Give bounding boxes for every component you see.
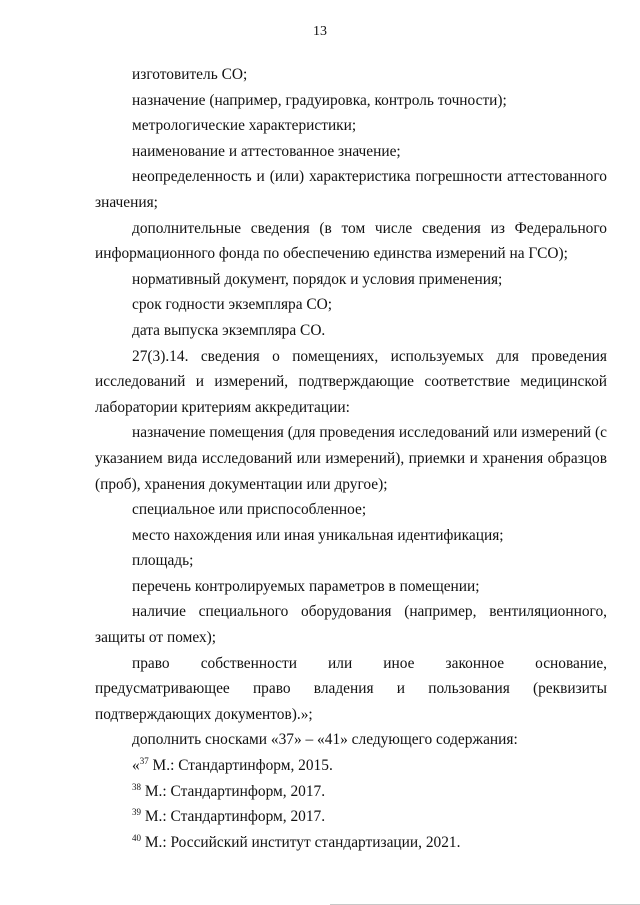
footnote-number: 40 bbox=[132, 832, 141, 843]
paragraph: место нахождения или иная уникальная идентификация; bbox=[132, 526, 504, 544]
footnote-number: 39 bbox=[132, 807, 141, 818]
paragraph: 27(3).14. сведения о помещениях, используемых для проведения исследований и измерений, подтверждающие соответствие медицинской лаборатории критериям аккредитации: bbox=[95, 347, 607, 416]
paragraph: наличие специального оборудования (например, вентиляционного, защиты от помех); bbox=[95, 603, 607, 647]
paragraph: дата выпуска экземпляра СО. bbox=[132, 321, 326, 339]
paragraph: специальное или приспособленное; bbox=[132, 501, 367, 519]
footnote-number: 38 bbox=[132, 781, 141, 792]
paragraph: изготовитель СО; bbox=[132, 66, 248, 83]
paragraph: назначение помещения (для проведения исследований или измерений (с указанием вида исследований или измерений), приемки и хранения образцов (проб), хранения документации или другое); bbox=[95, 424, 607, 493]
footnote-text: М.: Стандартинформ, 2015. bbox=[148, 757, 333, 775]
footnote-39 bbox=[95, 804, 607, 830]
footnote-number: 37 bbox=[139, 756, 149, 767]
footnote-40 bbox=[95, 830, 607, 856]
paragraph: перечень контролируемых параметров в помещении; bbox=[132, 577, 480, 595]
paragraph: наименование и аттестованное значение; bbox=[132, 142, 401, 160]
footnote-37 bbox=[95, 753, 607, 779]
paragraph: площадь; bbox=[132, 552, 194, 570]
paragraph: дополнить сносками «37» – «41» следующего содержания: bbox=[132, 731, 518, 749]
paragraph: право собственности или иное законное основание, предусматривающее право владения и пользования (реквизиты подтверждающих документов).»; bbox=[95, 654, 607, 723]
paragraph: срок годности экземпляра СО; bbox=[132, 296, 333, 314]
paragraph: метрологические характеристики; bbox=[132, 117, 357, 135]
paragraph: назначение (например, градуировка, контроль точности); bbox=[132, 91, 507, 109]
footnote-38 bbox=[95, 779, 607, 805]
footnote-text: М.: Стандартинформ, 2017. bbox=[141, 808, 326, 826]
document-body bbox=[95, 62, 607, 855]
footnote-text: М.: Стандартинформ, 2017. bbox=[141, 782, 326, 800]
page-number: 13 bbox=[313, 24, 327, 39]
paragraph: неопределенность и (или) характеристика погрешности аттестованного значения; bbox=[95, 168, 607, 211]
paragraph: дополнительные сведения (в том числе сведения из Федерального информационного фонда по обеспечению единства измерений на ГСО); bbox=[95, 219, 607, 263]
footnote-prefix: « bbox=[132, 757, 140, 775]
paragraph: нормативный документ, порядок и условия применения; bbox=[132, 270, 503, 288]
footnote-text: М.: Российский институт стандартизации, 2021. bbox=[141, 833, 461, 851]
